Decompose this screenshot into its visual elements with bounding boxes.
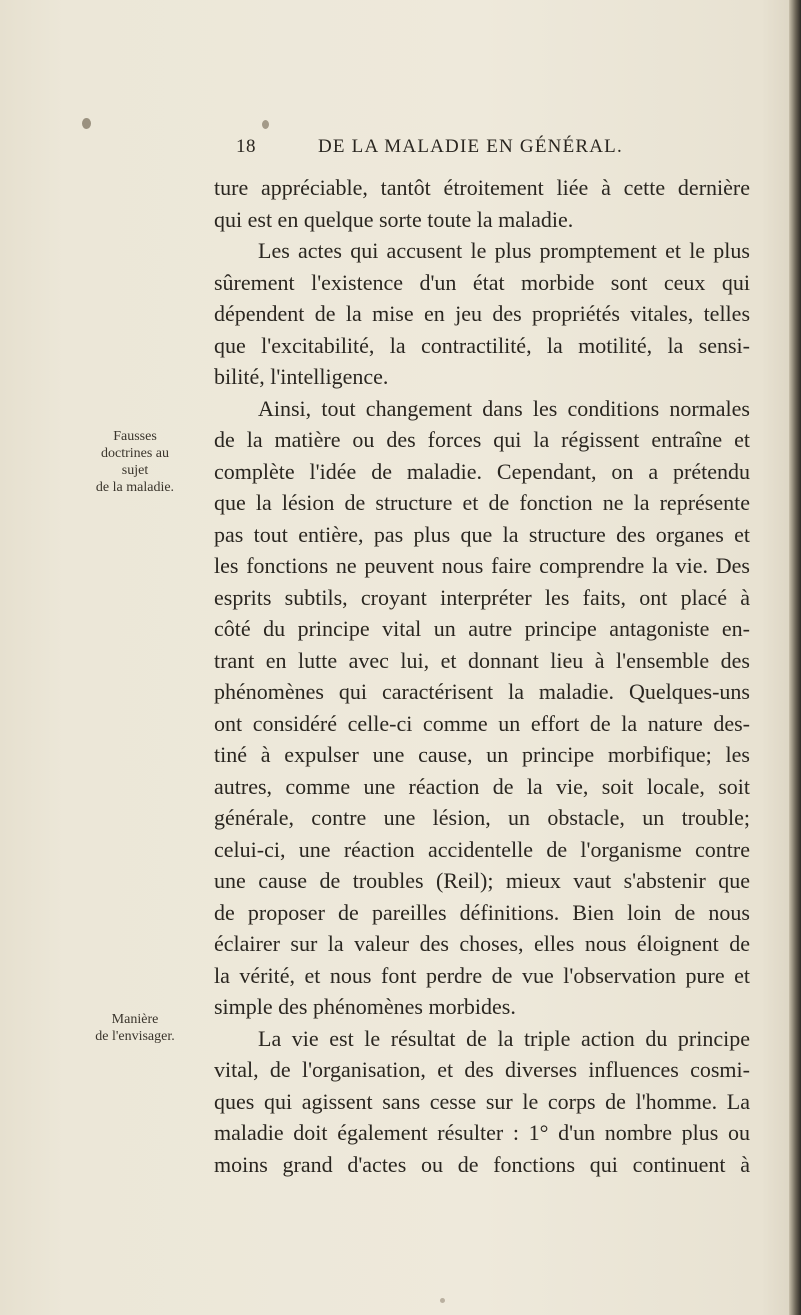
text-line: qui est en quelque sorte toute la maladie.: [214, 206, 574, 232]
page-number: 18: [236, 136, 256, 157]
text-line: de la matière ou des forces qui la régissent entraîne et: [214, 427, 750, 452]
text-line: vital, de l'organisation, et des diverses influences cosmi-: [214, 1057, 750, 1082]
text-line: esprits subtils, croyant interpréter les faits, ont placé à: [214, 584, 750, 610]
text-line: pas tout entière, pas plus que la structure des organes et: [214, 521, 750, 547]
text-line: une cause de troubles (Reil); mieux vaut s'abstenir que: [214, 868, 750, 893]
margin-note-maniere: [60, 1011, 210, 1045]
text-line: complète l'idée de maladie. Cependant, on a prétendu: [214, 458, 750, 484]
text-line: Les actes qui accusent le plus promptement et le plus: [258, 238, 750, 263]
text-line: Ainsi, tout changement dans les conditions normales: [258, 395, 750, 421]
margin-note-line: de la maladie.: [95, 480, 175, 495]
margin-note-line: Manière: [111, 1012, 159, 1027]
text-line: moins grand d'actes ou de fonctions qui continuent à: [214, 1151, 750, 1177]
text-line: bilité, l'intelligence.: [214, 364, 389, 389]
text-line: maladie doit également résulter : 1° d'un nombre plus ou: [214, 1120, 750, 1145]
margin-note-fausses-doctrines: [60, 428, 210, 496]
page-edge-shadow: [789, 0, 801, 1315]
text-line: éclairer sur la valeur des choses, elles nous éloignent de: [214, 931, 750, 956]
text-line: la vérité, et nous font perdre de vue l'observation pure et: [214, 962, 750, 988]
text-line: ont considéré celle-ci comme un effort de la nature des-: [214, 710, 750, 736]
text-line: de proposer de pareilles définitions. Bien loin de nous: [214, 899, 750, 925]
text-line: trant en lutte avec lui, et donnant lieu à l'ensemble des: [214, 647, 750, 673]
running-header: [0, 136, 801, 166]
text-line: celui-ci, une réaction accidentelle de l'organisme contre: [214, 836, 750, 862]
text-line: dépendent de la mise en jeu des propriétés vitales, telles: [214, 301, 750, 326]
text-line: que la lésion de structure et de fonction ne la représente: [214, 490, 750, 515]
text-line: côté du principe vital un autre principe antagoniste en-: [214, 616, 750, 641]
text-line: ture appréciable, tantôt étroitement liée à cette dernière: [214, 175, 750, 200]
body-text: [214, 172, 750, 1180]
text-line: sûrement l'existence d'un état morbide sont ceux qui: [214, 269, 750, 295]
text-line: simple des phénomènes morbides.: [214, 994, 516, 1019]
running-title: DE LA MALADIE EN GÉNÉRAL.: [318, 136, 623, 157]
text-line: autres, comme une réaction de la vie, soit locale, soit: [214, 773, 750, 799]
margin-note-line: doctrines au: [100, 446, 170, 461]
text-line: tiné à expulser une cause, un principe morbifique; les: [214, 742, 750, 767]
text-line: ques qui agissent sans cesse sur le corps de l'homme. La: [214, 1088, 750, 1114]
text-line: La vie est le résultat de la triple action du principe: [258, 1025, 750, 1051]
margin-note-line: Fausses: [113, 429, 157, 444]
text-line: phénomènes qui caractérisent la maladie. Quelques-uns: [214, 679, 750, 704]
margin-note-line: sujet: [121, 463, 149, 478]
text-line: les fonctions ne peuvent nous faire comprendre la vie. Des: [214, 553, 750, 578]
margin-note-line: de l'envisager.: [95, 1029, 175, 1044]
text-line: générale, contre une lésion, un obstacle, un trouble;: [214, 805, 750, 830]
text-line: que l'excitabilité, la contractilité, la motilité, la sensi-: [214, 332, 750, 358]
